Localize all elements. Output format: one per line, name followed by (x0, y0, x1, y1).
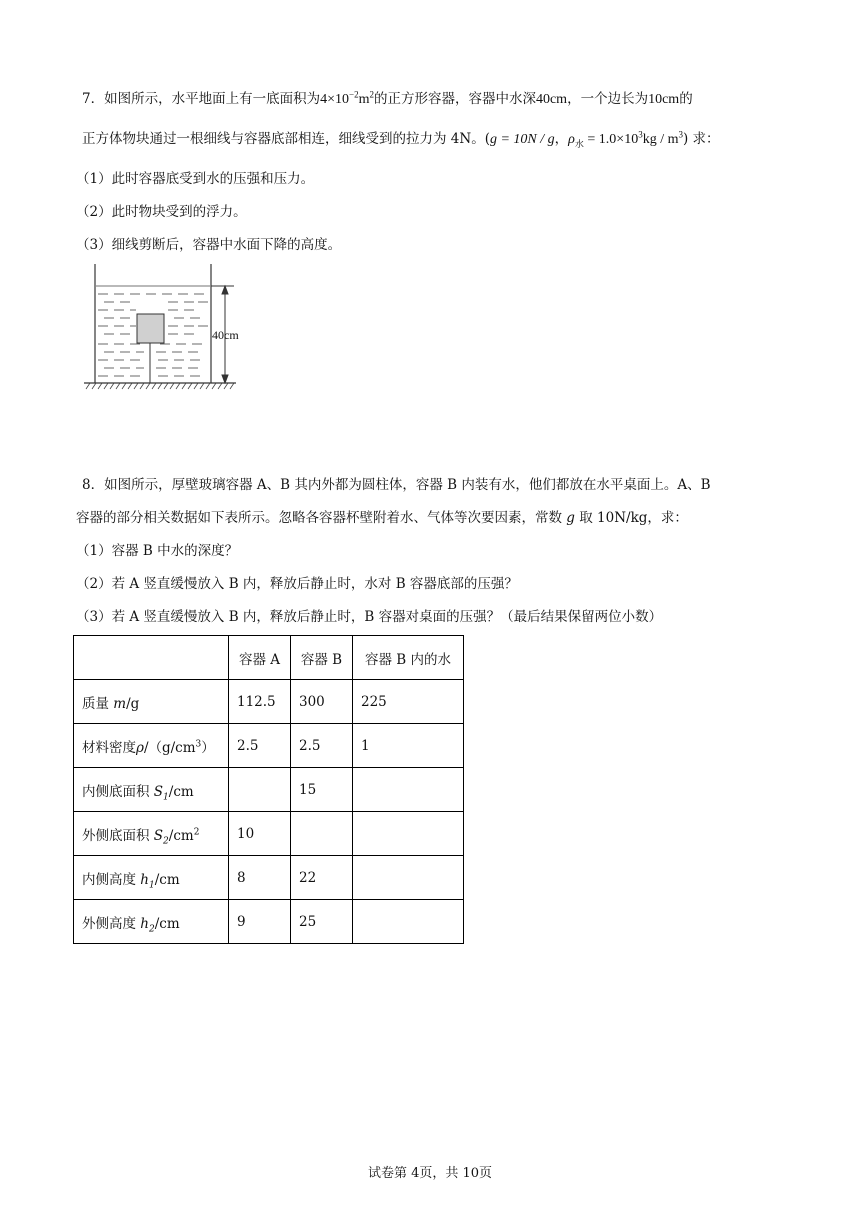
table-row (74, 768, 464, 812)
table-cell: 9 (229, 900, 291, 944)
q8-sub1: （1）容器 B 中水的深度？ (76, 543, 239, 559)
row-label: 外侧底面积 $S_2/cm^2$ (74, 812, 229, 856)
q8-line1: 8．如图所示，厚壁玻璃容器 A、B 其内外都为圆柱体，容器 B 内装有水，他们都放在水平桌面上。A、B (82, 477, 711, 493)
table-cell: 300 (291, 680, 353, 724)
table-cell: 2.5 (291, 724, 353, 768)
q7-line2: 正方体物块通过一根细线与容器底部相连，细线受到的拉力为 4N。(g = 10N / g，$\rho_水 = 1.0\times 10^3kg / m^3$) 求： (82, 129, 720, 149)
q7-sub2: （2）此时物块受到的浮力。 (76, 204, 247, 220)
table-cell (229, 768, 291, 812)
q8-sub2: （2）若 A 竖直缓慢放入 B 内，释放后静止时，水对 B 容器底部的压强？ (76, 576, 518, 592)
row-label: 质量 m/g (74, 680, 229, 724)
table-cell (353, 900, 464, 944)
table-header-cell (74, 636, 229, 680)
depth-label: 40cm (212, 328, 239, 342)
table-cell: 2.5 (229, 724, 291, 768)
table-cell (353, 768, 464, 812)
q7-line1: 7．如图所示，水平地面上有一底面积为$4\times 10^{-2}m^2$的正方形容器，容器中水深40cm，一个边长为10cm的 (82, 89, 693, 107)
row-label: 材料密度$\rho/(g/cm^3)$ (74, 724, 229, 768)
q7-sub3: （3）细线剪断后，容器中水面下降的高度。 (76, 237, 342, 253)
table-header-cell: 容器 A (229, 636, 291, 680)
table-cell (353, 812, 464, 856)
table-cell: 25 (291, 900, 353, 944)
q8-sub3: （3）若 A 竖直缓慢放入 B 内，释放后静止时，B 容器对桌面的压强？（最后结果保留两位小数） (76, 609, 663, 625)
page-footer: 试卷第 4页，共 10页 (367, 1166, 493, 1181)
row-label: 内侧底面积 $S_1/cm$ (74, 768, 229, 812)
table-cell: 8 (229, 856, 291, 900)
table-header-cell: 容器 B 内的水 (353, 636, 464, 680)
table-row (74, 724, 464, 768)
table-header-cell: 容器 B (291, 636, 353, 680)
ground-hatch (86, 383, 234, 389)
table-header-row (74, 636, 464, 680)
table-cell (353, 856, 464, 900)
table-row (74, 856, 464, 900)
table-cell: 225 (353, 680, 464, 724)
table-row (74, 680, 464, 724)
q8-line2: 容器的部分相关数据如下表所示。忽略各容器杯壁附着水、气体等次要因素，常数 g 取 10N/kg，求： (76, 510, 688, 526)
table-cell: 15 (291, 768, 353, 812)
table-row (74, 812, 464, 856)
q8-number: 8． (82, 477, 105, 493)
table-row (74, 900, 464, 944)
table-cell (291, 812, 353, 856)
table-cell: 112.5 (229, 680, 291, 724)
row-label: 内侧高度 $h_1/cm$ (74, 856, 229, 900)
cube-block (137, 314, 164, 343)
container-data-table (73, 635, 464, 944)
q7-sub1: （1）此时容器底受到水的压强和压力。 (76, 171, 315, 187)
table-cell: 22 (291, 856, 353, 900)
row-label: 外侧高度 $h_2/cm$ (74, 900, 229, 944)
table-cell: 1 (353, 724, 464, 768)
table-cell: 10 (229, 812, 291, 856)
q7-container-figure (84, 262, 254, 394)
q7-number: 7． (82, 91, 105, 107)
